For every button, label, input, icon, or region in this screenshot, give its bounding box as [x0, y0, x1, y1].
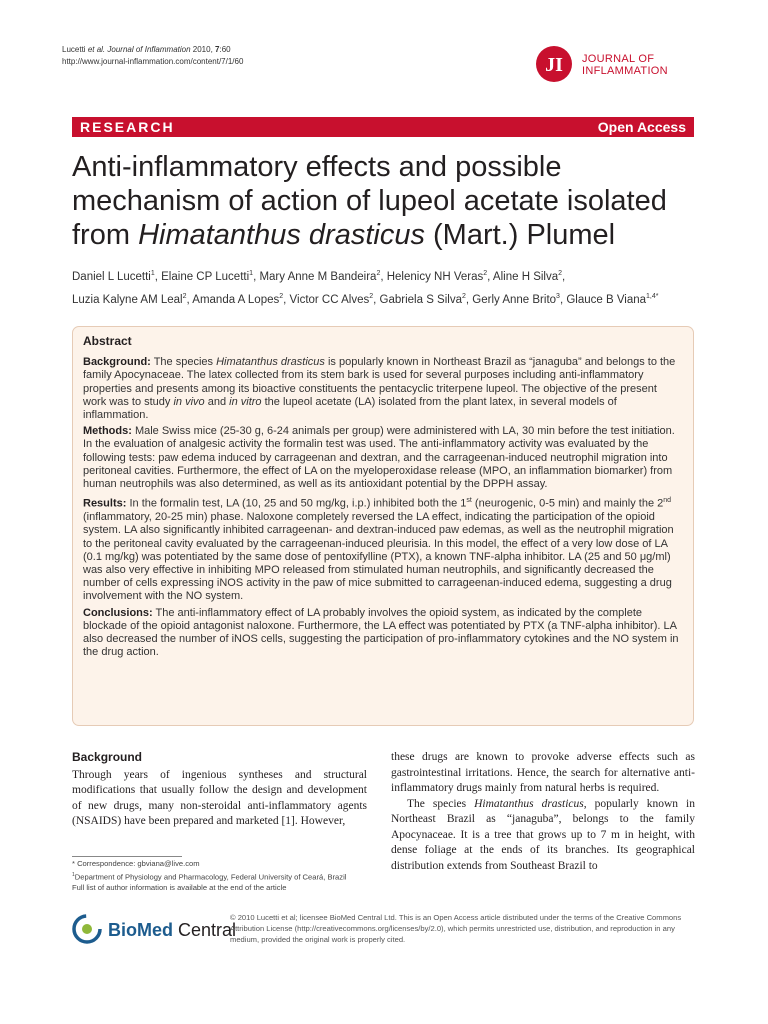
author-info-note: Full list of author information is available at the end of the article	[72, 882, 287, 892]
body-paragraph: these drugs are known to provoke adverse effects such as gastrointestinal irritations. Hence, the search for alternative anti-inflammatory drugs mainly from natural herbs is required.	[391, 751, 695, 794]
author-separator: ,	[253, 270, 260, 283]
abstract-text: the lupeol acetate (LA) isolated from the plant latex, in several models of inflammation.	[83, 395, 617, 422]
in-vivo-term: in vivo	[173, 395, 205, 408]
author-separator: ,	[380, 270, 387, 283]
publisher-name-med: Med	[137, 920, 173, 940]
abstract-results-label: Results:	[83, 497, 127, 510]
section-banner	[72, 117, 694, 137]
section-label: RESEARCH	[80, 119, 175, 135]
abstract-background	[83, 356, 683, 422]
author-affiliation: 2	[279, 292, 284, 300]
abstract-text: The anti-inflammatory effect of LA probably involves the opioid system, as indicated by the complete blockade of the opioid antagonist naloxone. Furthermore, the LA effect was potentiated by PTX (a TNF-alpha inhibitor). LA also decreased the number of iNOS cells, suggesting the participation of pro-inflammatory cytokines and the NO system in the drug action.	[83, 606, 679, 659]
body-column-left	[72, 750, 367, 830]
author-name: Victor CC Alves	[289, 293, 370, 306]
author[interactable]	[72, 271, 155, 283]
author-separator: ,	[465, 293, 473, 306]
citation-volume: 7	[215, 45, 220, 54]
abstract-text: Male Swiss mice (25-30 g, 6-24 animals per group) were administered with LA, 30 min before the test initiation. In the evaluation of analgesic activity the formalin test was used. The anti-inflammatory activity was evaluated by the following tests: paw edema induced by carrageenan and dextran, and the carrageenan-induced neutrophil migration into peritoneal cavities. Furthermore, the effect of LA on the myeloperoxidase release (MPO, an inflammation biomarker) from human neutrophils was also determined, as well as its antioxidant potential by the DPPH assay.	[83, 425, 675, 491]
author-name: Gerly Anne Brito	[472, 293, 557, 306]
author-name: Luzia Kalyne AM Leal	[72, 293, 183, 306]
body-text: , popularly known in Northeast Brazil as “janaguba”, belongs to the family Apocynaceae. It is a tree that grows up to 7 m in height, with dense foliage at the ends of its branches. Its geographical distribution extends from Southeast Brazil to	[391, 797, 695, 872]
author-affiliation: 1	[150, 270, 155, 277]
author-affiliation: 1	[249, 270, 254, 277]
author-name: Helenicy NH Veras	[386, 270, 484, 283]
abstract-background-label: Background:	[83, 356, 151, 369]
species-name: Himatanthus drasticus	[474, 797, 584, 810]
author-name: Amanda A Lopes	[192, 293, 280, 306]
abstract-text: (neurogenic, 0-5 min) and mainly the 2	[471, 497, 664, 510]
author-name: Gabriela S Silva	[379, 293, 462, 306]
author-affiliation: 2	[369, 292, 374, 300]
species-name: Himatanthus drasticus	[216, 356, 325, 369]
citation-page: :60	[219, 45, 231, 54]
title-part1: Anti-inflammatory effects and possible mechanism of action of lupeol acetate isolated from	[72, 151, 667, 251]
author-name: Glauce B Viana	[566, 293, 647, 306]
author-affiliation: 1,4*	[646, 292, 659, 300]
publisher-name-bio: Bio	[108, 920, 137, 940]
affiliation-note	[72, 870, 372, 883]
open-access-label: Open Access	[597, 119, 686, 135]
publisher-logo	[72, 912, 237, 952]
author-affiliation: 2	[462, 292, 466, 300]
body-paragraph	[391, 797, 695, 875]
publisher-name	[108, 920, 236, 940]
copyright-notice: © 2010 Lucetti et al; licensee BioMed Central Ltd. This is an Open Access article distributed under the terms of the Creative Commons Attribution License (http://creativecommons.org/licenses/by/2.0), which permits unrestricted use, distribution, and reproduction in any medium, provided the original work is properly cited.	[230, 913, 682, 944]
biomed-central-logo-icon	[72, 914, 102, 944]
footnotes	[72, 856, 372, 893]
affiliation-number: 1	[72, 871, 75, 878]
article-url[interactable]: http://www.journal-inflammation.com/content/7/1/60	[62, 57, 244, 66]
article-title	[72, 150, 702, 252]
section-heading-background: Background	[72, 750, 143, 764]
citation-etal: et al.	[87, 45, 106, 54]
citation-line	[62, 44, 243, 56]
abstract-box	[72, 326, 694, 726]
abstract-heading: Abstract	[83, 334, 132, 348]
author-affiliation: 2	[558, 270, 563, 277]
correspondence-email[interactable]: * Correspondence: gbviana@live.com	[72, 859, 200, 868]
author-separator: ,	[186, 293, 193, 306]
title-part2: (Mart.) Plumel	[424, 219, 616, 251]
author-name: Mary Anne M Bandeira	[259, 270, 377, 283]
publisher-name-central: Central	[173, 920, 237, 940]
journal-name	[582, 53, 668, 77]
abstract-text: (inflammatory, 20-25 min) phase. Naloxone completely reversed the LA effect, indicating the participation of the opioid system. LA also significantly inhibited carrageenan- and dextran-induced paw edemas, as well as the neutrophil migration to the peritoneal cavity evaluated by the carrageenan-induced pleurisia. In this model, the effect of a very low dose of LA (0.1 mg/kg) was potentiated by the same dose of pentoxifylline (PTX), a known TNF-alpha inhibitor. LA (25 and 50 μg/ml) was also very effective in inhibiting MPO released from stimulated human neutrophils, and significantly decreased the number of cells expressing iNOS activity in the paw of mice submitted to carrageenan-induced edema, suggesting a drug involvement with the NO system.	[83, 511, 674, 603]
author-name: Daniel L Lucetti	[72, 270, 151, 283]
ordinal-suffix: nd	[663, 497, 672, 505]
title-species: Himatanthus drasticus	[138, 219, 425, 251]
journal-logo	[534, 44, 694, 84]
svg-text:JI: JI	[545, 54, 563, 76]
body-column-right	[391, 750, 695, 874]
author-affiliation: 2	[483, 270, 488, 277]
abstract-text: is popularly known in Northeast Brazil as “janaguba” and belongs to the family Apocynaceae. The latex collected from its stem bark is used for several purposes including anti-inflammatory properties and presents among its bioactive constituents the pentacyclic triterpene lupeol. The objective of the present work was to study	[83, 356, 676, 408]
footnote-rule	[72, 856, 182, 857]
journal-name-line2: INFLAMMATION	[582, 65, 668, 77]
body-text: The species	[407, 797, 475, 810]
author-separator: ,	[487, 270, 493, 283]
author[interactable]	[161, 271, 253, 283]
abstract-text: and	[204, 395, 230, 408]
abstract-text: The species	[150, 356, 217, 369]
citation-header	[62, 44, 243, 68]
author[interactable]	[259, 271, 380, 283]
author-separator: ,	[283, 293, 290, 306]
author[interactable]	[380, 294, 466, 306]
affiliation-text: Department of Physiology and Pharmacology, Federal University of Ceará, Brazil	[74, 872, 347, 882]
abstract-conclusions-label: Conclusions:	[83, 606, 153, 619]
journal-of-inflammation-logo-icon	[534, 44, 574, 84]
citation-authors: Lucetti	[62, 45, 86, 54]
abstract-text: In the formalin test, LA (10, 25 and 50 mg/kg, i.p.) inhibited both the 1	[126, 497, 467, 510]
citation-journal: Journal of Inflammation	[107, 45, 191, 54]
author[interactable]	[472, 294, 560, 306]
author-name: Elaine CP Lucetti	[161, 270, 250, 283]
author-affiliation: 2	[182, 292, 187, 300]
author-affiliation: 2	[376, 270, 381, 277]
author[interactable]	[493, 271, 562, 283]
abstract-methods-label: Methods:	[83, 425, 132, 438]
author-affiliation: 3	[556, 292, 560, 300]
author[interactable]	[290, 294, 374, 306]
ordinal-suffix: st	[466, 497, 472, 505]
abstract-results	[83, 494, 683, 603]
author[interactable]	[192, 294, 283, 306]
author-name: Aline H Silva	[492, 270, 559, 283]
author[interactable]	[387, 271, 487, 283]
body-paragraph: Through years of ingenious syntheses and structural modifications that usually follow the design and development of new drugs, many non-steroidal anti-inflammatory agents (NSAIDS) have been prepared and marketed [1]. However,	[72, 768, 367, 827]
author-separator: ,	[154, 270, 162, 283]
author-separator: ,	[559, 293, 567, 306]
author-list	[72, 264, 702, 310]
abstract-methods	[83, 425, 683, 491]
in-vitro-term: in vitro	[229, 395, 262, 408]
citation-year: 2010,	[192, 45, 213, 54]
author[interactable]	[72, 294, 187, 306]
author-separator: ,	[562, 270, 566, 283]
author[interactable]	[566, 294, 658, 306]
author-separator: ,	[373, 293, 380, 306]
abstract-conclusions	[83, 607, 683, 660]
journal-name-line1: JOURNAL OF	[582, 53, 655, 65]
